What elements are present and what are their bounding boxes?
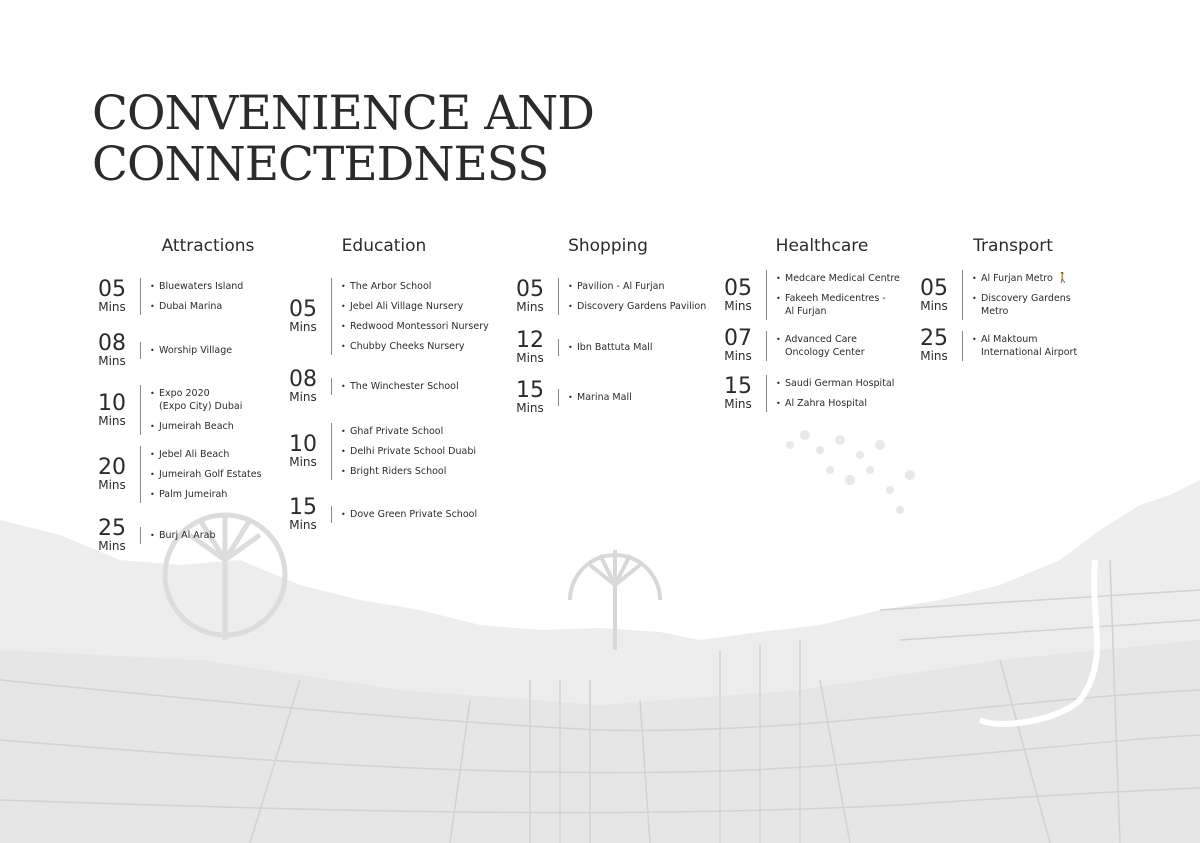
time-unit: Mins xyxy=(98,413,126,428)
list-item: • Advanced Care xyxy=(776,333,865,346)
time-value: 05 xyxy=(98,277,126,302)
list-item: • Chubby Cheeks Nursery xyxy=(341,340,489,353)
time-value: 05 xyxy=(289,297,317,322)
item-list xyxy=(558,278,706,315)
time-value: 08 xyxy=(98,331,126,356)
time-block xyxy=(90,279,134,314)
list-item: • Dove Green Private School xyxy=(341,508,477,521)
item-list xyxy=(331,423,476,480)
item-list xyxy=(140,446,262,503)
time-unit: Mins xyxy=(289,320,317,334)
item-list xyxy=(140,527,216,544)
time-value: 10 xyxy=(289,432,317,457)
time-value: 05 xyxy=(920,275,948,301)
time-value: 25 xyxy=(98,516,126,541)
list-item: • Palm Jumeirah xyxy=(150,488,262,501)
time-unit: Mins xyxy=(516,351,544,365)
list-item: • Jebel Ali Beach xyxy=(150,448,262,461)
time-value: 15 xyxy=(516,378,544,403)
time-block xyxy=(912,275,956,313)
education-group-05 xyxy=(281,278,489,355)
item-list xyxy=(766,375,894,412)
time-unit: Mins xyxy=(516,300,544,314)
time-block xyxy=(716,376,760,411)
time-value: 07 xyxy=(724,326,752,351)
list-item: • Jumeirah Golf Estates xyxy=(150,468,262,481)
list-item: • Worship Village xyxy=(150,344,232,357)
time-block xyxy=(508,279,552,314)
attractions-group-05 xyxy=(90,278,243,315)
list-item: • Discovery Gardens Pavilion xyxy=(568,300,706,313)
list-item-continued: Metro xyxy=(981,306,1009,317)
item-list xyxy=(331,506,477,523)
education-group-15 xyxy=(281,497,477,532)
item-list xyxy=(140,278,243,315)
time-value: 20 xyxy=(98,455,126,480)
attractions-group-20 xyxy=(90,446,262,503)
time-block xyxy=(281,434,325,469)
time-value: 05 xyxy=(516,277,544,302)
list-item: • Ibn Battuta Mall xyxy=(568,341,653,354)
list-item-continued: Oncology Center xyxy=(785,346,865,358)
list-item: • Jumeirah Beach xyxy=(150,420,242,433)
time-block xyxy=(281,299,325,334)
page-title xyxy=(92,88,594,190)
time-block xyxy=(508,330,552,365)
education-group-08 xyxy=(281,369,459,404)
time-unit: Mins xyxy=(98,300,126,314)
item-list xyxy=(766,270,900,320)
time-block xyxy=(90,390,134,428)
time-unit: Mins xyxy=(289,455,317,469)
item-list xyxy=(766,331,865,361)
time-block xyxy=(281,369,325,404)
shopping-group-15 xyxy=(508,380,632,415)
item-list xyxy=(140,342,232,359)
attractions-group-25 xyxy=(90,518,216,553)
transport-group-05 xyxy=(912,270,1071,320)
list-item: • The Arbor School xyxy=(341,280,489,293)
time-unit: Mins xyxy=(724,298,752,313)
title-line-1: CONVENIENCE AND xyxy=(92,86,594,141)
time-block xyxy=(508,380,552,415)
title-line-2: CONNECTEDNESS xyxy=(92,137,549,192)
list-item: • Dubai Marina xyxy=(150,300,243,313)
list-item: • Expo 2020 xyxy=(150,387,242,400)
world-islands xyxy=(786,430,915,514)
list-item: • Marina Mall xyxy=(568,391,632,404)
list-item: • Bluewaters Island xyxy=(150,280,243,293)
time-block xyxy=(90,518,134,553)
item-list xyxy=(558,389,632,406)
list-item: • Jebel Ali Village Nursery xyxy=(341,300,489,313)
time-unit: Mins xyxy=(920,298,948,313)
list-item-label: Al Furjan Metro xyxy=(981,273,1053,284)
category-education: Education xyxy=(341,236,427,256)
healthcare-group-05 xyxy=(716,270,900,320)
item-list xyxy=(140,385,242,435)
list-item: • Al Maktoum xyxy=(972,333,1077,346)
category-attractions: Attractions xyxy=(161,236,255,256)
time-unit: Mins xyxy=(920,349,948,363)
list-item: • Medcare Medical Centre xyxy=(776,272,900,285)
list-item: • Pavilion - Al Furjan xyxy=(568,280,706,293)
attractions-group-08 xyxy=(90,333,232,368)
healthcare-group-15 xyxy=(716,375,894,412)
list-item: • Ghaf Private School xyxy=(341,425,476,438)
time-block xyxy=(716,275,760,313)
healthcare-group-07 xyxy=(716,328,865,363)
time-value: 12 xyxy=(516,328,544,353)
shopping-group-05 xyxy=(508,278,706,315)
time-block xyxy=(90,457,134,492)
time-unit: Mins xyxy=(724,349,752,363)
time-unit: Mins xyxy=(98,354,126,368)
time-block xyxy=(281,497,325,532)
time-block xyxy=(90,333,134,368)
list-item: • The Winchester School xyxy=(341,380,459,393)
time-value: 10 xyxy=(98,390,126,416)
time-unit: Mins xyxy=(724,397,752,411)
item-list xyxy=(331,278,489,355)
time-unit: Mins xyxy=(516,401,544,415)
item-list xyxy=(558,339,653,356)
list-item: • Delhi Private School Duabi xyxy=(341,445,476,458)
time-unit: Mins xyxy=(98,539,126,553)
list-item: • Discovery Gardens xyxy=(972,292,1071,305)
list-item: • Al Zahra Hospital xyxy=(776,397,894,410)
list-item: • Bright Riders School xyxy=(341,465,476,478)
category-transport: Transport xyxy=(973,236,1053,256)
item-list xyxy=(962,331,1077,361)
list-item-continued: (Expo City) Dubai xyxy=(159,401,243,412)
education-group-10 xyxy=(281,423,476,480)
item-list xyxy=(962,270,1071,320)
attractions-group-10 xyxy=(90,385,242,435)
time-unit: Mins xyxy=(289,518,317,532)
time-unit: Mins xyxy=(289,390,317,404)
list-item-continued: International Airport xyxy=(981,346,1078,358)
time-unit: Mins xyxy=(98,478,126,492)
list-item-continued: Al Furjan xyxy=(785,306,827,317)
walking-person-icon: 🚶 xyxy=(1056,273,1070,284)
time-value: 15 xyxy=(289,495,317,520)
list-item: • Redwood Montessori Nursery xyxy=(341,320,489,333)
shopping-group-12 xyxy=(508,330,653,365)
time-value: 05 xyxy=(724,275,752,301)
time-block xyxy=(912,328,956,363)
time-value: 08 xyxy=(289,367,317,392)
transport-group-25 xyxy=(912,328,1077,363)
category-shopping: Shopping xyxy=(568,236,648,256)
item-list xyxy=(331,378,459,395)
list-item xyxy=(972,272,1071,285)
list-item: • Fakeeh Medicentres - xyxy=(776,292,900,305)
list-item: • Saudi German Hospital xyxy=(776,377,894,390)
list-item: • Burj Al Arab xyxy=(150,529,216,542)
category-healthcare: Healthcare xyxy=(775,236,869,256)
time-value: 15 xyxy=(724,374,752,399)
time-value: 25 xyxy=(920,326,948,351)
time-block xyxy=(716,328,760,363)
